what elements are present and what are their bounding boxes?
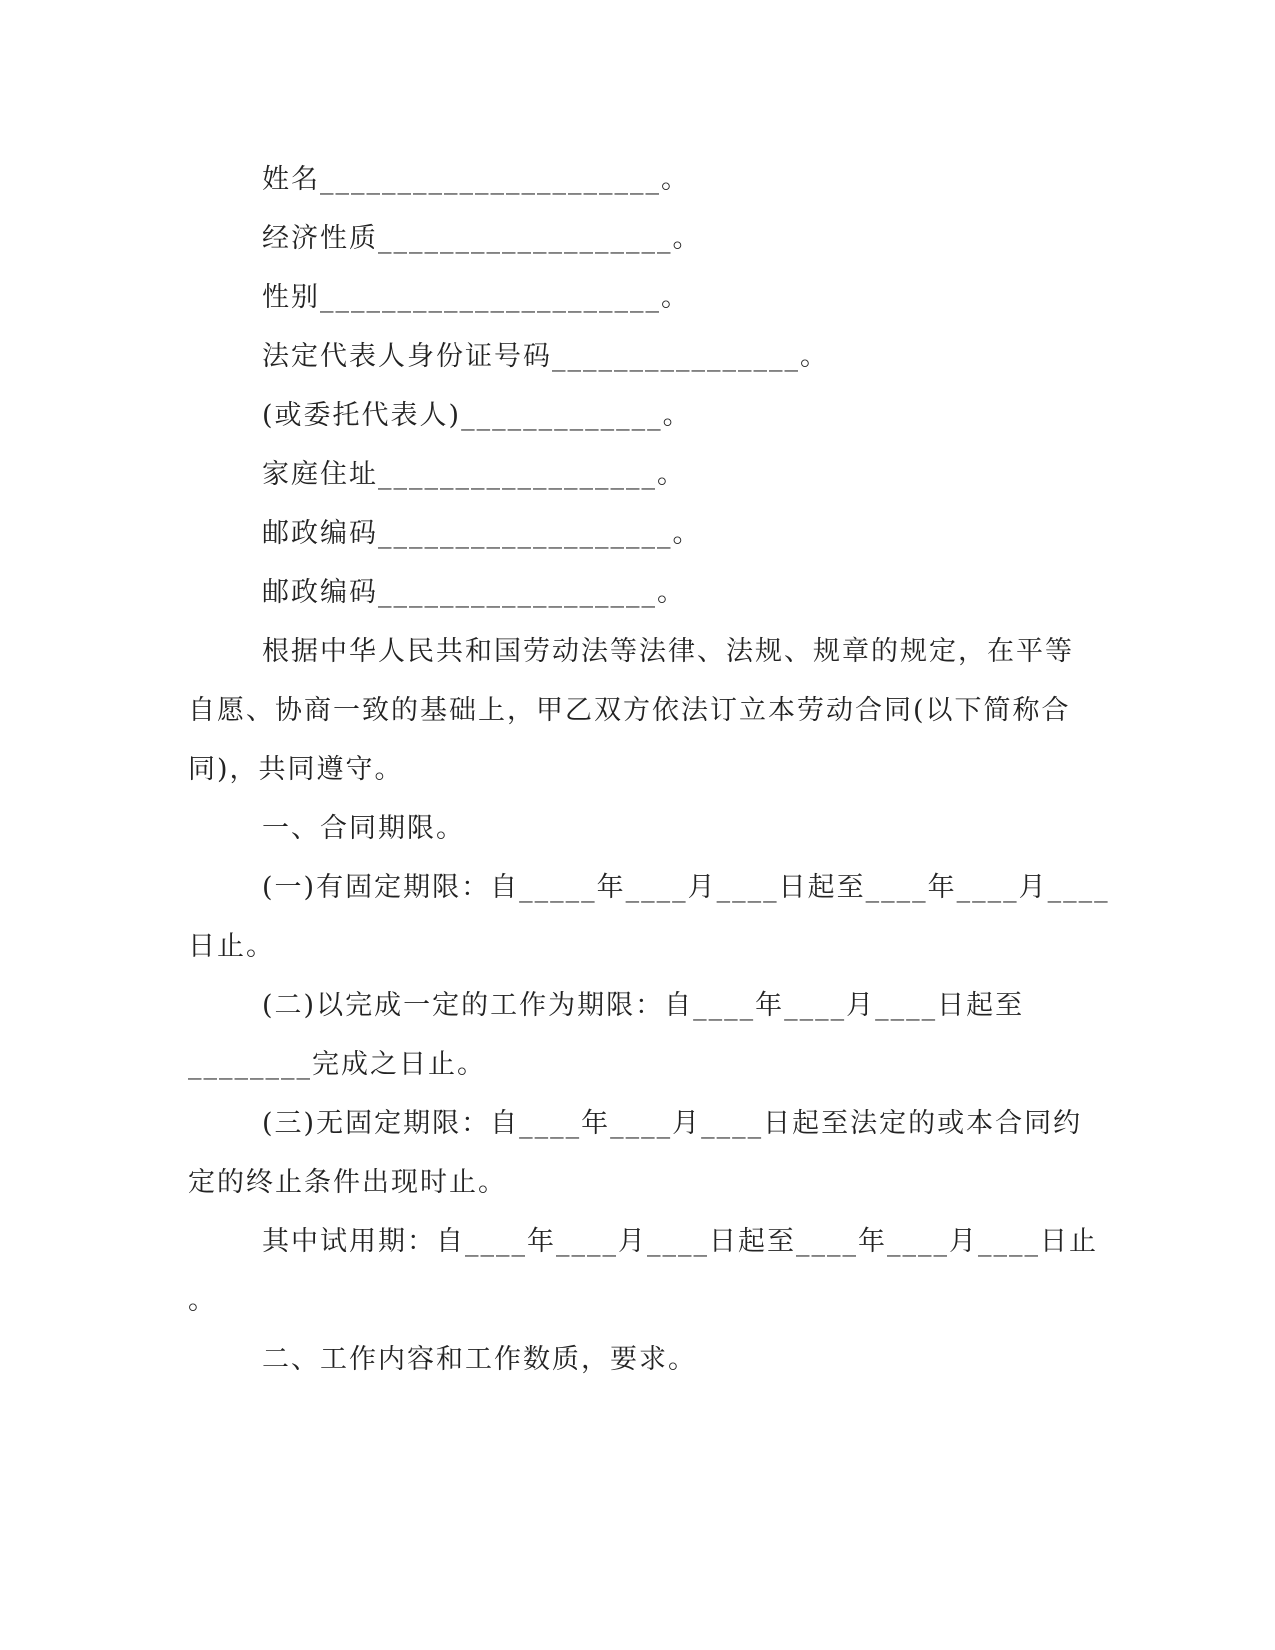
field-gender-line: 性别______________________。 [262,282,690,313]
preamble-paragraph-line-1: 根据中华人民共和国劳动法等法律、法规、规章的规定，在平等 [262,636,1074,667]
term-task-line-1: (二)以完成一定的工作为期限：自____年____月____日起至 [262,990,1025,1021]
probation-period-line-2: 。 [188,1285,217,1316]
section-heading-work-content: 二、工作内容和工作数质，要求。 [262,1344,697,1375]
field-name-line: 姓名______________________。 [262,164,690,195]
term-fixed-line-1: (一)有固定期限：自_____年____月____日起至____年____月____ [262,872,1110,903]
field-delegate-line: (或委托代表人)_____________。 [262,400,692,431]
field-postal-code-line-2: 邮政编码__________________。 [262,577,686,608]
field-home-address-line: 家庭住址__________________。 [262,459,686,490]
term-fixed-line-2: 日止。 [188,931,275,962]
term-open-ended-line-2: 定的终止条件出现时止。 [188,1167,507,1198]
probation-period-line-1: 其中试用期：自____年____月____日起至____年____月____日止 [262,1226,1098,1257]
field-economic-nature-line: 经济性质___________________。 [262,223,702,254]
field-legal-rep-id-line: 法定代表人身份证号码________________。 [262,341,829,372]
preamble-paragraph-line-3: 同)，共同遵守。 [188,754,404,785]
section-heading-contract-term: 一、合同期限。 [262,813,465,844]
term-task-line-2: ________完成之日止。 [188,1049,486,1080]
preamble-paragraph-line-2: 自愿、协商一致的基础上，甲乙双方依法订立本劳动合同(以下简称合 [188,695,1071,726]
term-open-ended-line-1: (三)无固定期限：自____年____月____日起至法定的或本合同约 [262,1108,1083,1139]
field-postal-code-line: 邮政编码___________________。 [262,518,702,549]
